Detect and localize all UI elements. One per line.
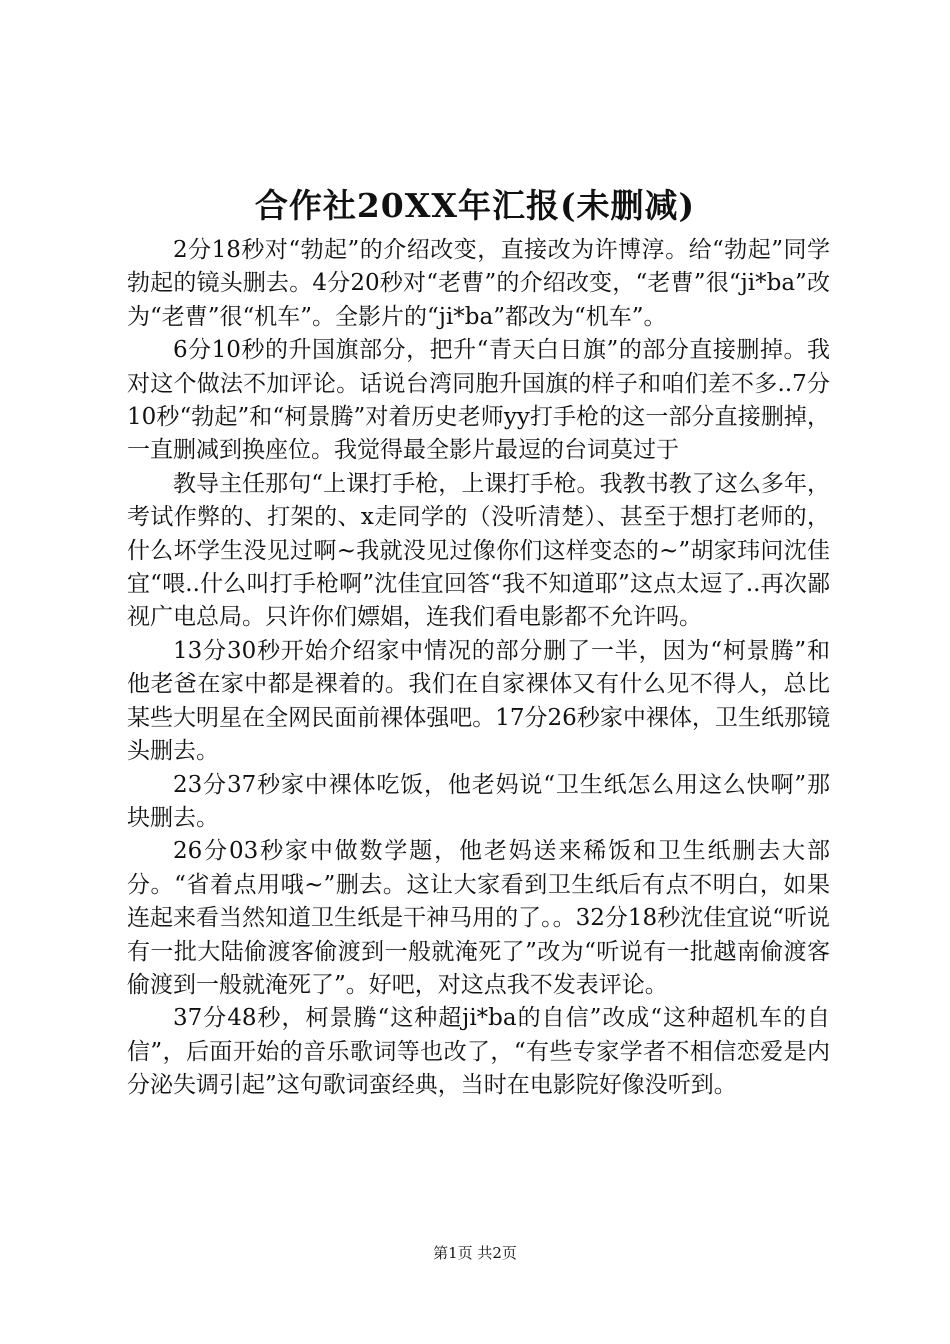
paragraph: 23分37秒家中裸体吃饭，他老妈说“卫生纸怎么用这么快啊”那块删去。 (127, 771, 830, 831)
paragraph: 26分03秒家中做数学题，他老妈送来稀饭和卫生纸删去大部分。“省着点用哦~”删去。这让大家看到卫生纸后有点不明白，如果连起来看当然知道卫生纸是干神马用的了。。32分18秒沈佳宜说“听说有一批大陆偷渡客偷渡到一般就淹死了”改为“听说有一批越南偷渡客偷渡到一般就淹死了”。好吧，对这点我不发表评论。 (127, 838, 830, 998)
paragraph: 37分48秒，柯景腾“这种超ji*ba的自信”改成“这种超机车的自信”，后面开始的音乐歌词等也改了，“有些专家学者不相信恋爱是内分泌失调引起”这句歌词蛮经典，当时在电影院好像没听到。 (127, 1005, 830, 1099)
document-title: 合作社20XX年汇报(未删减) (254, 186, 696, 225)
paragraph: 教导主任那句“上课打手枪，上课打手枪。我教书教了这么多年，考试作弊的、打架的、x走同学的（没听清楚）、甚至于想打老师的，什么坏学生没见过啊~我就没见过像你们这样变态的~”胡家玮问沈佳宜“喂..什么叫打手枪啊”沈佳宜回答“我不知道耶”这点太逗了..再次鄙视广电总局。只许你们嫖娼，连我们看电影都不允许吗。 (127, 470, 830, 631)
paragraph: 6分10秒的升国旗部分，把升“青天白日旗”的部分直接删掉。我对这个做法不加评论。话说台湾同胞升国旗的样子和咱们差不多..7分10秒“勃起”和“柯景腾”对着历史老师yy打手枪的这一部分直接删掉，一直删减到换座位。我觉得最全影片最逗的台词莫过于 (127, 337, 830, 464)
paragraph: 2分18秒对“勃起”的介绍改变，直接改为许博淳。给“勃起”同学勃起的镜头删去。4分20秒对“老曹”的介绍改变，“老曹”很“ji*ba”改为“老曹”很“机车”。全影片的“ji*ba”都改为“机车”。 (127, 237, 830, 330)
page-footer: 第1页 共2页 (433, 1244, 517, 1262)
document-body (127, 234, 830, 1103)
paragraph: 13分30秒开始介绍家中情况的部分删了一半，因为“柯景腾”和他老爸在家中都是裸着的。我们在自家裸体又有什么见不得人，总比某些大明星在全网民面前裸体强吧。17分26秒家中裸体，卫生纸那镜头删去。 (127, 637, 830, 765)
